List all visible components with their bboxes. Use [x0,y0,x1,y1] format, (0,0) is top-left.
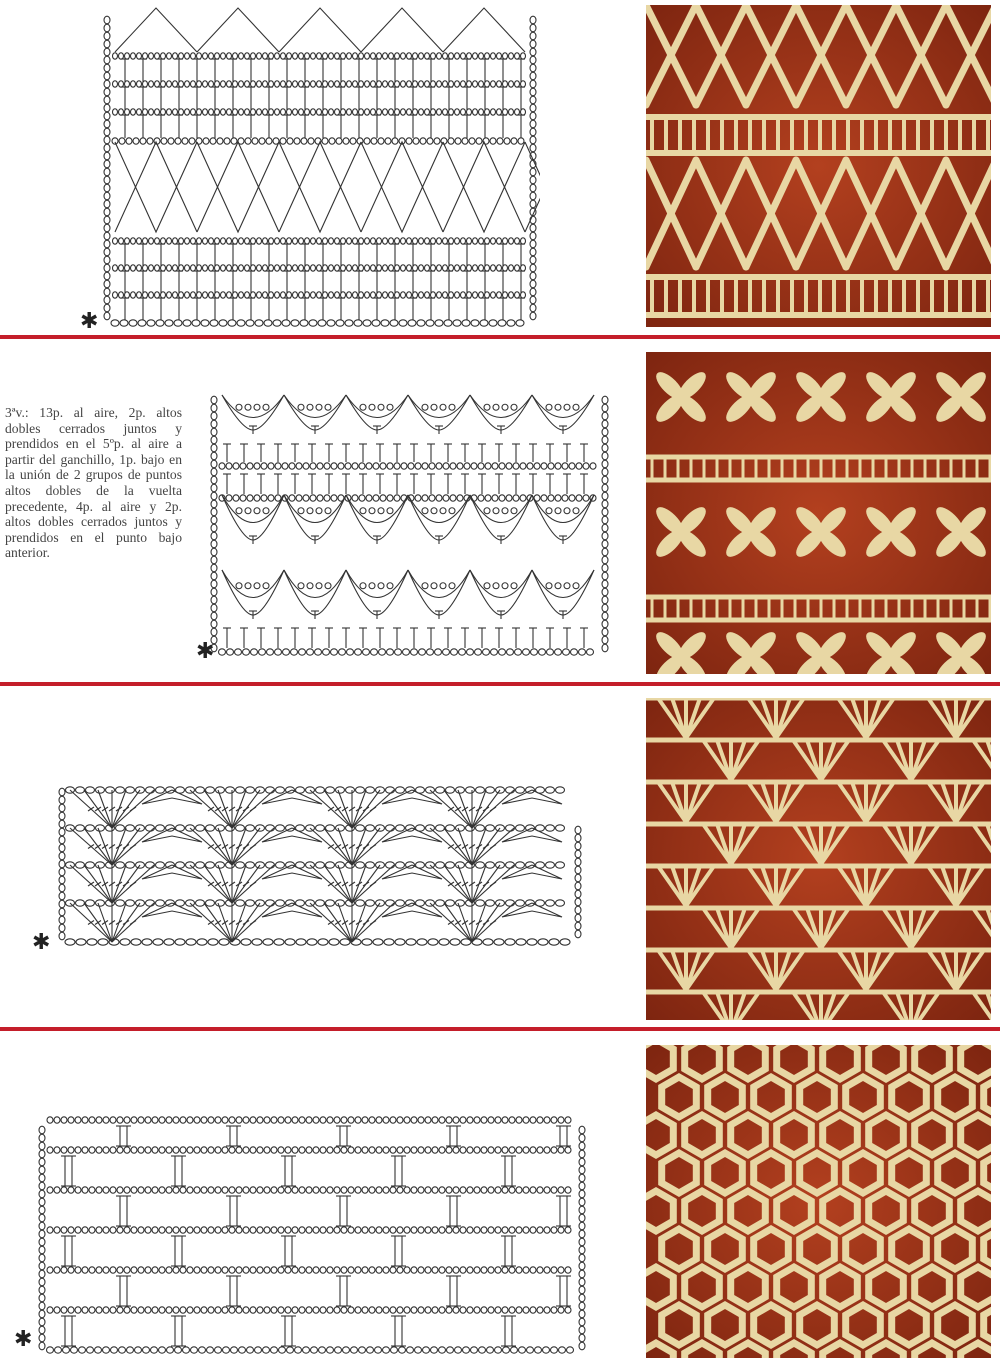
crochet-chart-1 [80,0,540,335]
start-marker-3: ✱ [32,930,51,955]
stitch-photo-1 [646,5,991,327]
stitch-photo-4 [646,1045,991,1358]
start-marker-1: ✱ [80,309,99,334]
divider-2 [0,682,1000,686]
crochet-chart-4 [30,1110,590,1360]
start-marker-4: ✱ [14,1327,33,1352]
crochet-chart-2 [200,370,620,670]
divider-1 [0,335,1000,339]
divider-3 [0,1027,1000,1031]
stitch-photo-3 [646,698,991,1020]
stitch-photo-2 [646,352,991,674]
instruction-text: 3ªv.: 13p. al aire, 2p. altos dobles cerrados juntos y prendidos en el 5ºp. al aire a partir del ganchillo, 1p. bajo en la unión de 2 grupos de puntos altos dobles de la vuelta precedente, 4p. al aire y 2p. altos dobles cerrados juntos y prendidos en el punto bajo anterior. [5,405,182,561]
crochet-chart-3 [50,770,590,960]
start-marker-2: ✱ [196,639,215,664]
